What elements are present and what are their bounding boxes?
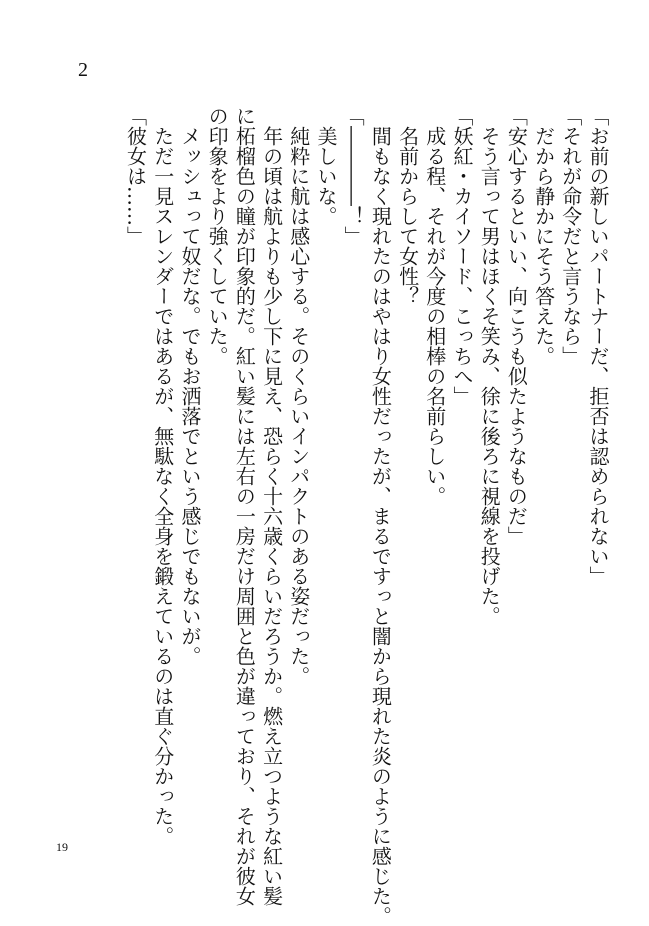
chapter-number: 2 bbox=[78, 59, 88, 81]
text-line: 名前からして女性？ bbox=[395, 106, 420, 306]
text-line: 「安心するといい、向こうも似たようなものだ」 bbox=[504, 106, 529, 546]
text-line: 間もなく現れたのはやはり女性だったが、まるですっと闇から現れた炎のように感じた。 bbox=[368, 106, 393, 926]
text-line: 年の頃は航よりも少し下に見え、恐らく十六歳くらいだろうか。燃え立つような紅い髪 bbox=[259, 106, 284, 906]
text-line: ただ一見スレンダーではあるが、無駄なく全身を鍛えているのは直ぐ分かった。 bbox=[150, 106, 175, 846]
text-line: メッシュって奴だな。でもお洒落でという感じでもないが。 bbox=[177, 106, 202, 666]
body-text bbox=[121, 106, 611, 926]
text-line: 成る程、それが今度の相棒の名前らしい。 bbox=[422, 106, 447, 506]
text-line: だから静かにそう答えた。 bbox=[531, 106, 556, 366]
text-line: 「それが命令だと言うなら」 bbox=[558, 106, 583, 366]
text-line: そう言って男はほくそ笑み、徐に後ろに視線を投げた。 bbox=[477, 106, 502, 626]
text-line: 美しいな。 bbox=[313, 106, 338, 226]
text-line: に柘榴色の瞳が印象的だ。紅い髪には左右の一房だけ周囲と色が違っており、それが彼女 bbox=[232, 106, 257, 906]
text-line: 「彼女は……」 bbox=[123, 106, 148, 246]
text-line: 「お前の新しいパートナーだ、拒否は認められない」 bbox=[586, 106, 610, 586]
text-line: 「妖紅・カイソード、こっちへ」 bbox=[449, 106, 474, 406]
text-line: 「――――！」 bbox=[341, 106, 366, 246]
text-line: の印象をより強くしていた。 bbox=[205, 106, 230, 366]
text-line: 純粋に航は感心する。そのくらいインパクトのある姿だった。 bbox=[286, 106, 311, 686]
page-number: 19 bbox=[56, 840, 68, 854]
